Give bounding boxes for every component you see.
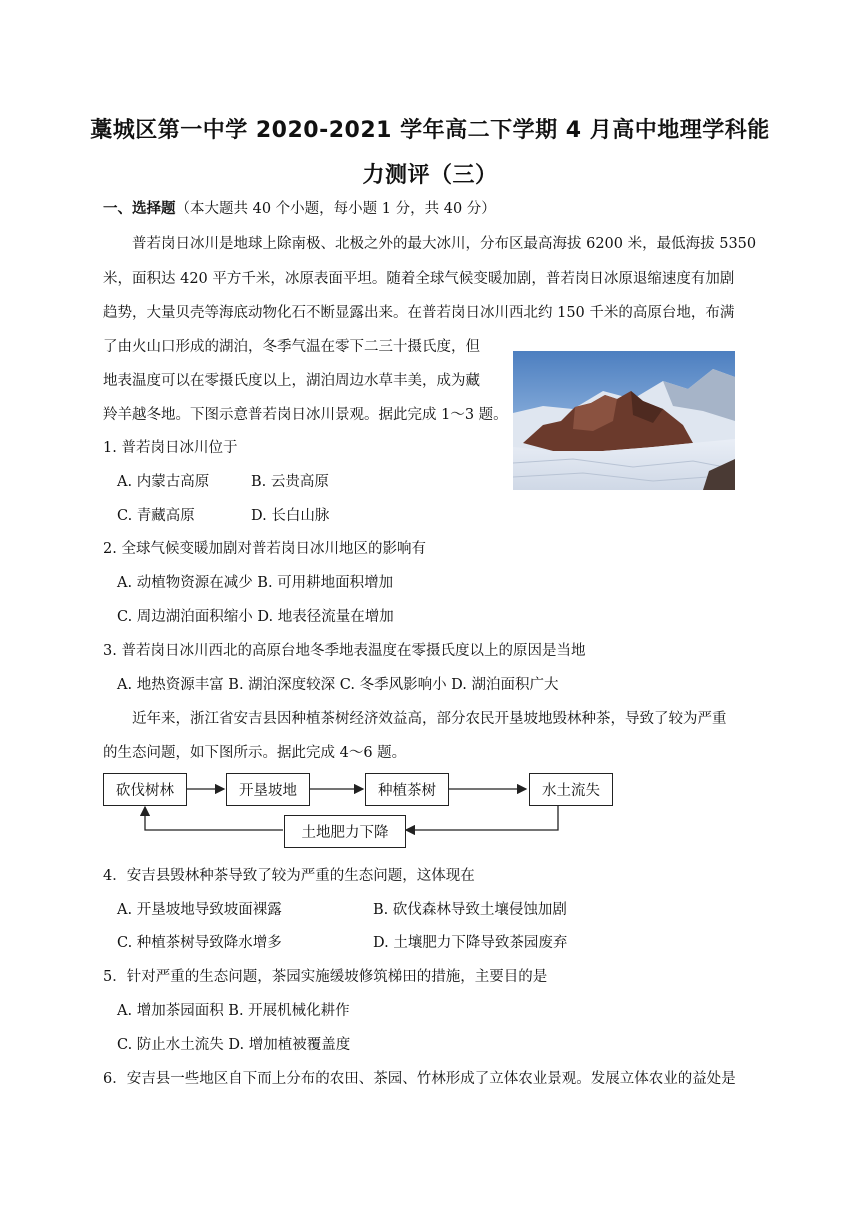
q1-option-c[interactable]: C. 青藏高原 bbox=[117, 508, 195, 524]
q2-options-cd[interactable]: C. 周边湖泊面积缩小 D. 地表径流量在增加 bbox=[117, 609, 394, 625]
passage1-line-3: 趋势，大量贝壳等海底动物化石不断显露出来。在普若岗日冰川西北约 150 千米的高原台地，布满 bbox=[103, 305, 735, 321]
q4-option-b[interactable]: B. 砍伐森林导致土壤侵蚀加剧 bbox=[373, 902, 567, 918]
document-title-line1: 藁城区第一中学 2020-2021 学年高二下学期 4 月高中地理学科能 bbox=[90, 118, 770, 143]
q5-stem: 5．针对严重的生态问题，茶园实施缓坡修筑梯田的措施，主要目的是 bbox=[103, 969, 548, 985]
section-head-text: 一、选择题 bbox=[103, 200, 176, 217]
q4-option-d[interactable]: D. 土壤肥力下降导致茶园废弃 bbox=[373, 935, 568, 951]
section-note-text: （本大题共 40 个小题，每小题 1 分，共 40 分） bbox=[175, 201, 496, 217]
flowchart-box-soil-erosion: 水土流失 bbox=[529, 773, 613, 806]
passage1-line-2: 米，面积达 420 平方千米，冰原表面平坦。随着全球气候变暖加剧，普若岗日冰原退缩速度有加剧 bbox=[103, 271, 735, 287]
q1-option-a[interactable]: A. 内蒙古高原 bbox=[117, 474, 210, 490]
document-title-line2: 力测评（三） bbox=[362, 163, 498, 188]
q2-options-ab[interactable]: A. 动植物资源在减少 B. 可用耕地面积增加 bbox=[117, 575, 394, 591]
q6-stem: 6．安吉县一些地区自下而上分布的农田、茶园、竹林形成了立体农业景观。发展立体农业的益处是 bbox=[103, 1071, 736, 1087]
q1-stem: 1. 普若岗日冰川位于 bbox=[103, 440, 238, 456]
q1-option-d[interactable]: D. 长白山脉 bbox=[251, 508, 330, 524]
q5-options-ab[interactable]: A. 增加茶园面积 B. 开展机械化耕作 bbox=[117, 1003, 350, 1019]
passage2-line-1: 近年来，浙江省安吉县因种植茶树经济效益高，部分农民开垦坡地毁林种茶，导致了较为严重 bbox=[132, 711, 727, 727]
q4-option-a[interactable]: A. 开垦坡地导致坡面裸露 bbox=[117, 902, 282, 918]
q3-stem: 3. 普若岗日冰川西北的高原台地冬季地表温度在零摄氏度以上的原因是当地 bbox=[103, 643, 586, 659]
q2-stem: 2. 全球气候变暖加剧对普若岗日冰川地区的影响有 bbox=[103, 541, 426, 557]
passage2-line-2: 的生态问题，如下图所示。据此完成 4～6 题。 bbox=[103, 745, 407, 761]
flowchart-box-deforestation: 砍伐树林 bbox=[103, 773, 187, 806]
q4-stem: 4．安吉县毁林种茶导致了较为严重的生态问题，这体现在 bbox=[103, 868, 475, 884]
flowchart-box-plant-tea: 种植茶树 bbox=[365, 773, 449, 806]
flowchart-box-reclaim-slope: 开垦坡地 bbox=[226, 773, 310, 806]
passage1-line-5: 地表温度可以在零摄氏度以上，湖泊周边水草丰美，成为藏 bbox=[103, 373, 480, 389]
q4-option-c[interactable]: C. 种植茶树导致降水增多 bbox=[117, 935, 282, 951]
section-heading bbox=[103, 199, 496, 219]
q5-options-cd[interactable]: C. 防止水土流失 D. 增加植被覆盖度 bbox=[117, 1037, 351, 1053]
passage1-line-1: 普若岗日冰川是地球上除南极、北极之外的最大冰川，分布区最高海拔 6200 米，最低海拔 5350 bbox=[132, 236, 757, 252]
passage1-line-6: 羚羊越冬地。下图示意普若岗日冰川景观。据此完成 1～3 题。 bbox=[103, 407, 508, 423]
flowchart-box-fertility-decline: 土地肥力下降 bbox=[284, 815, 406, 848]
passage1-line-4: 了由火山口形成的湖泊，冬季气温在零下二三十摄氏度，但 bbox=[103, 339, 480, 355]
q1-option-b[interactable]: B. 云贵高原 bbox=[251, 474, 329, 490]
glacier-landscape-photo bbox=[513, 351, 735, 490]
q3-options[interactable]: A. 地热资源丰富 B. 湖泊深度较深 C. 冬季风影响小 D. 湖泊面积广大 bbox=[117, 677, 559, 693]
